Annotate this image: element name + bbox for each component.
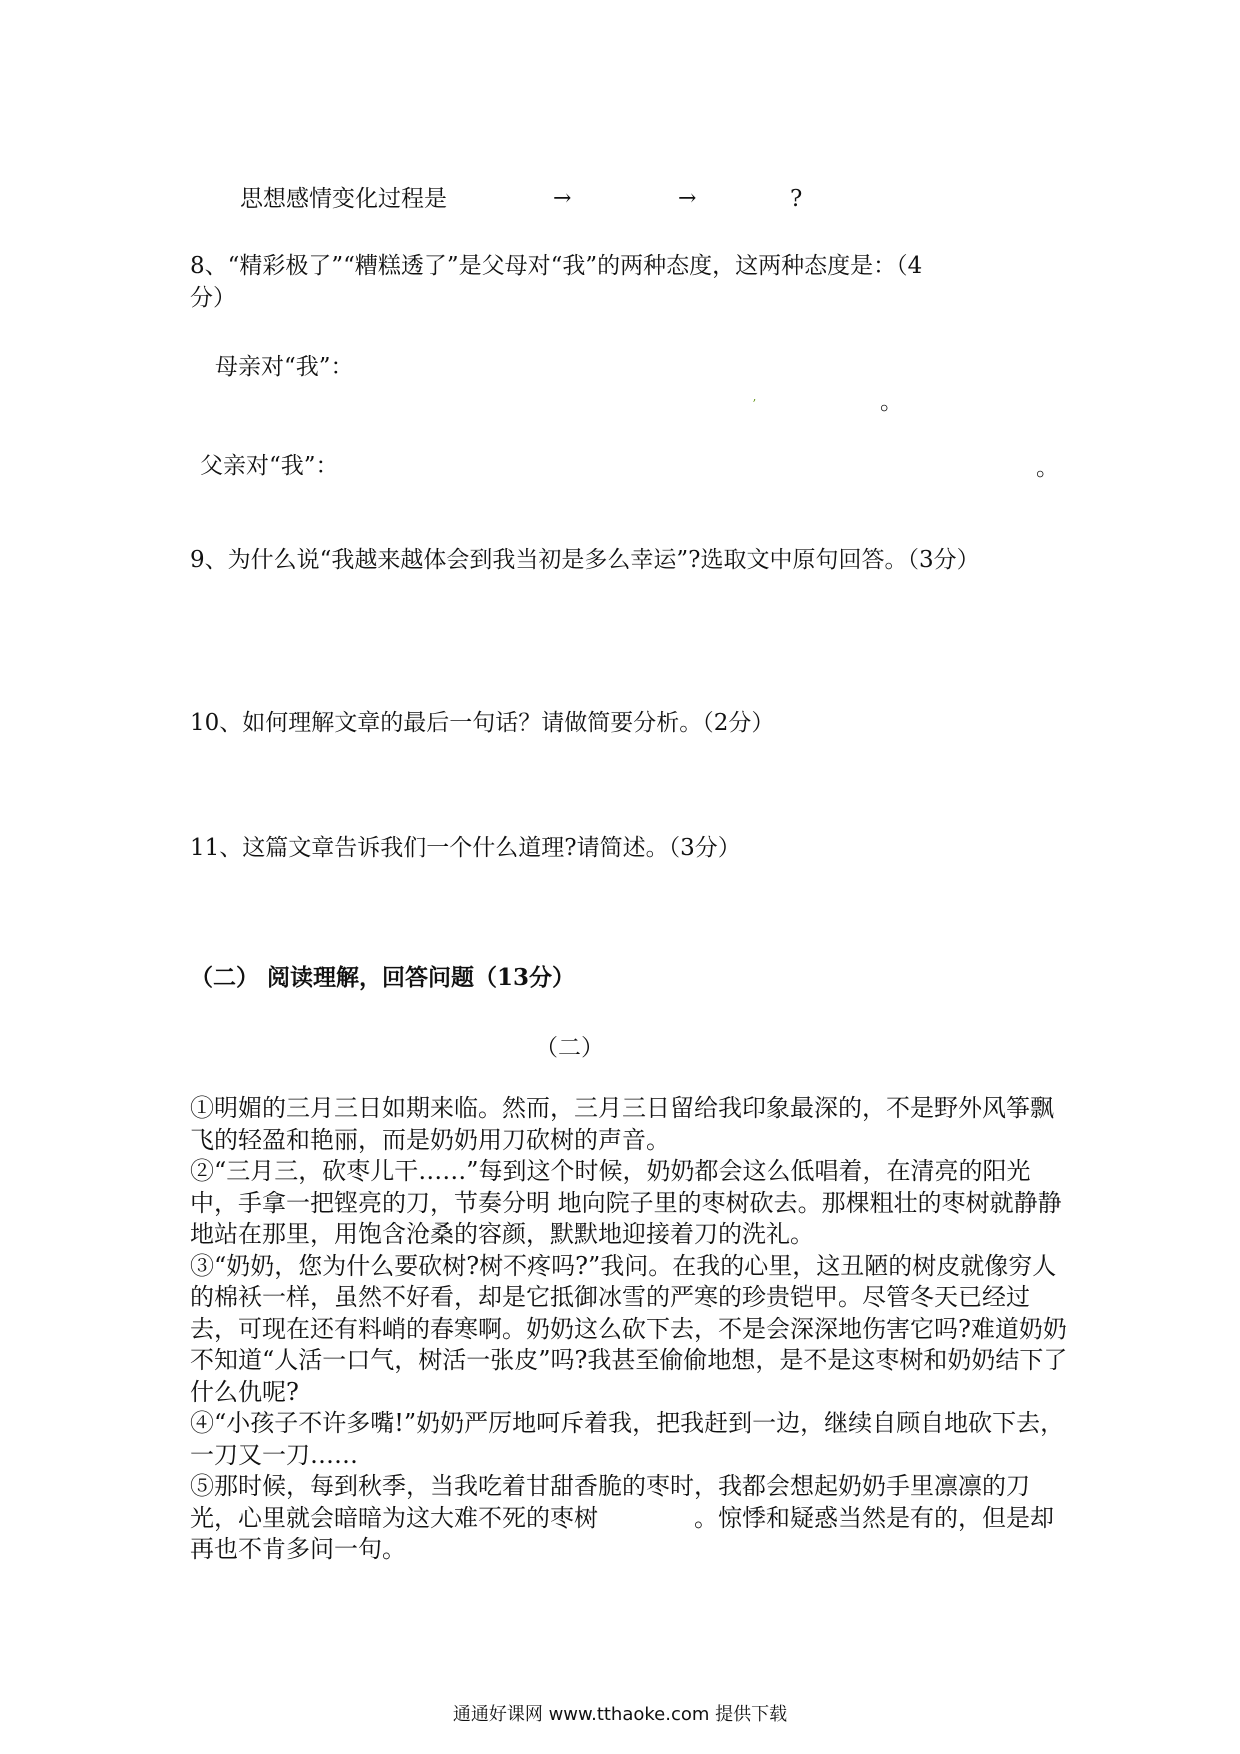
q10-text: 10、如何理解文章的最后一句话？请做简要分析。（2分） <box>190 710 775 736</box>
q7-qmark: ? <box>790 186 803 212</box>
reading-passage <box>190 1093 1070 1566</box>
q7-prefix: 思想感情变化过程是 <box>240 186 447 212</box>
q7-answer-line <box>240 183 447 215</box>
passage-paragraph-4: ④“小孩子不许多嘴!”奶奶严厉地呵斥着我，把我赶到一边，继续自顾自地砍下去，一刀又一刀…… <box>190 1409 1065 1469</box>
arrow-icon: → <box>678 186 697 211</box>
q8-mother-end: 。 <box>880 389 903 415</box>
q8-mother-label: 母亲对“我”： <box>215 354 354 380</box>
q9-text: 9、为什么说“我越来越体会到我当初是多么幸运”?选取文中原句回答。（3分） <box>190 547 980 573</box>
passage-subtitle: （二） <box>535 1035 604 1061</box>
passage-paragraph-2: ②“三月三，砍枣儿干……”每到这个时候，奶奶都会这么低唱着，在清亮的阳光中，手拿一把铿亮的刀，节奏分明 地向院子里的枣树砍去。那棵粗壮的枣树就静静地站在那里，用饱含沧桑的容颜，默默地迎接着刀的洗礼。 <box>190 1157 1062 1248</box>
q8-father-end: 。 <box>1036 455 1059 481</box>
arrow-icon: → <box>553 186 572 211</box>
page-footer: 通通好课网 www.tthaoke.com 提供下载 <box>452 1704 788 1725</box>
passage-paragraph-1: ①明媚的三月三日如期来临。然而，三月三日留给我印象最深的，不是野外风筝飘飞的轻盈和艳丽，而是奶奶用刀砍树的声音。 <box>190 1094 1054 1154</box>
passage-paragraph-5: ⑤那时候，每到秋季，当我吃着甘甜香脆的枣时，我都会想起奶奶手里凛凛的刀光，心里就会暗暗为这大难不死的枣树 。惊悸和疑惑当然是有的，但是却再也不肯多问一句。 <box>190 1472 1054 1563</box>
passage-paragraph-3: ③“奶奶，您为什么要砍树?树不疼吗?”我问。在我的心里，这丑陋的树皮就像穷人的棉袄一样，虽然不好看，却是它抵御冰雪的严寒的珍贵铠甲。尽管冬天已经过去，可现在还有料峭的春寒啊。奶奶这么砍下去，不是会深深地伤害它吗?难道奶奶不知道“人活一口气，树活一张皮”吗?我甚至偷偷地想，是不是这枣树和奶奶结下了什么仇呢? <box>190 1251 1068 1406</box>
q8-father-label: 父亲对“我”： <box>200 453 339 479</box>
q8-line1: 8、“精彩极了”“糟糕透了”是父母对“我”的两种态度，这两种态度是：（4 <box>190 253 923 279</box>
q11-text: 11、这篇文章告诉我们一个什么道理?请简述。（3分） <box>190 835 741 861</box>
scan-speck-icon: ʼ <box>752 397 756 411</box>
section-heading: （二） 阅读理解，回答问题（13分） <box>190 964 576 991</box>
q8-line2: 分） <box>190 285 236 311</box>
